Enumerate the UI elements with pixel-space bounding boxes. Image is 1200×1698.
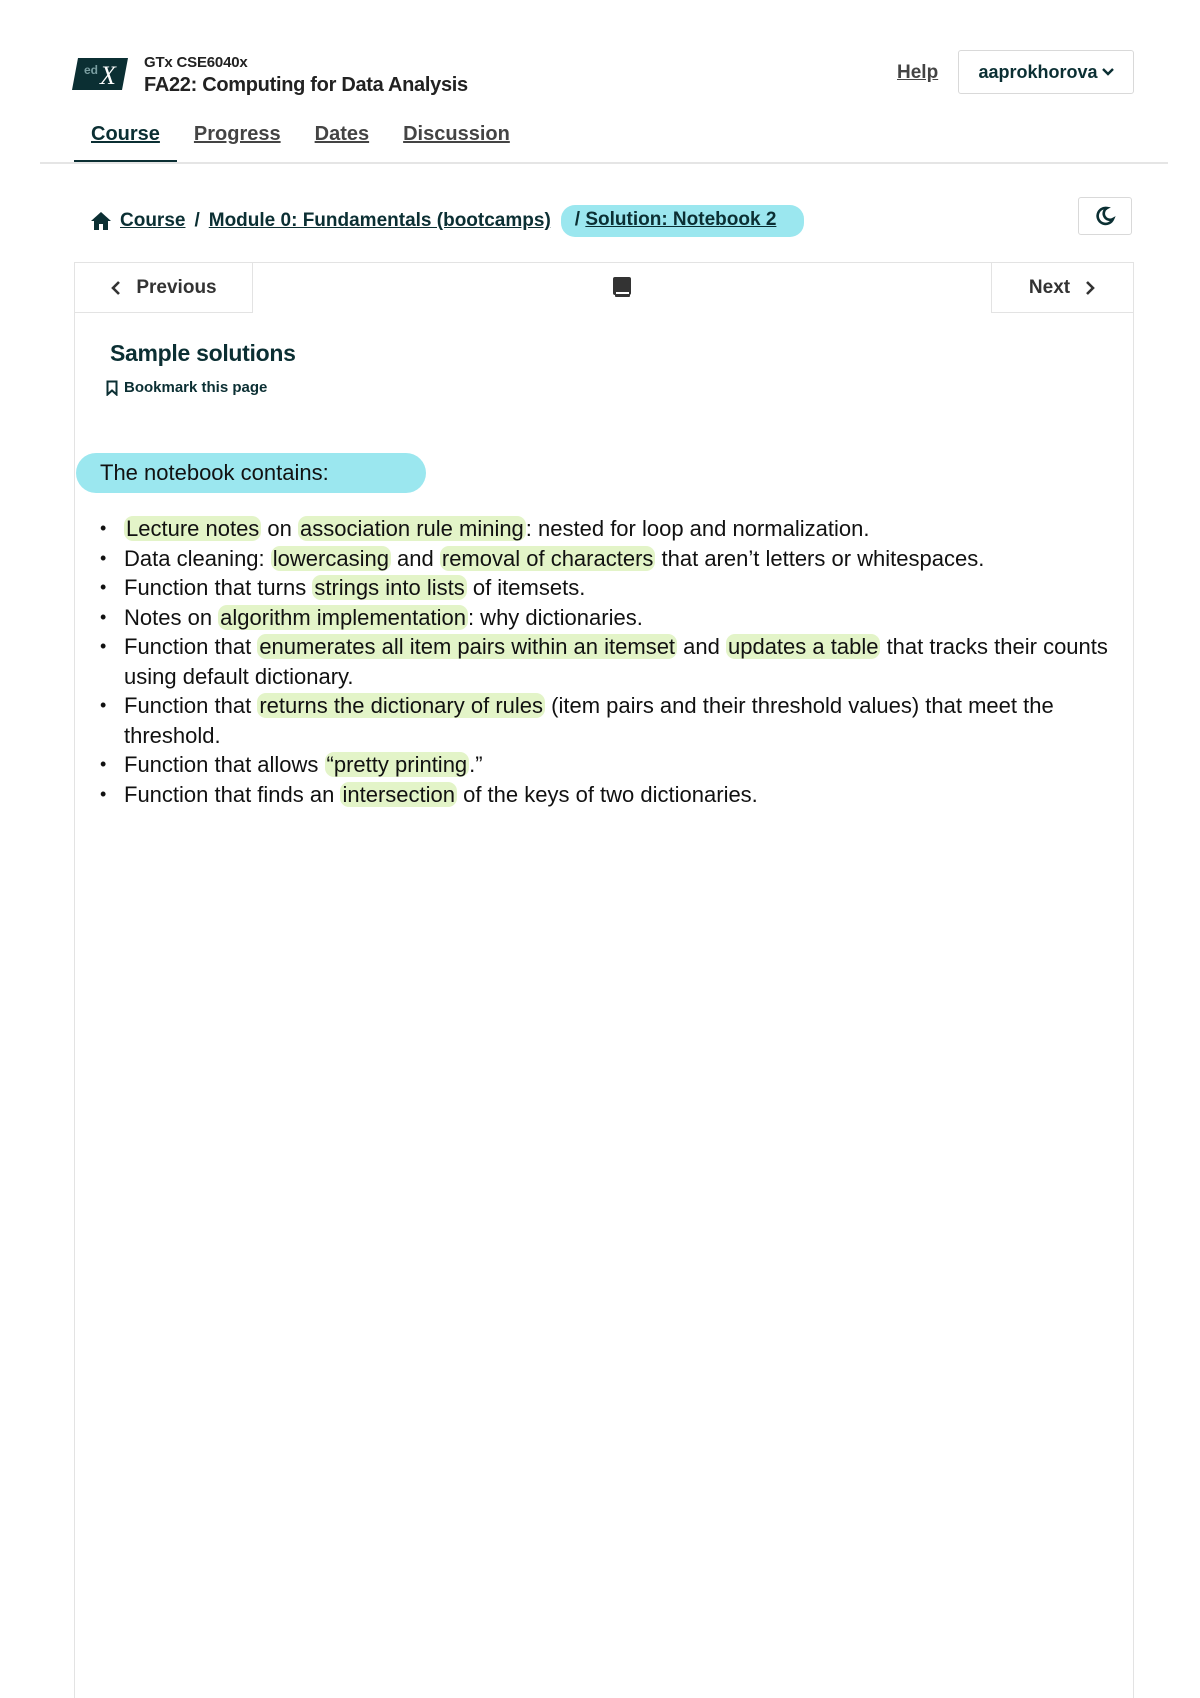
list-text: Function that finds an bbox=[124, 781, 341, 807]
header-divider bbox=[40, 162, 1168, 164]
contents-list bbox=[100, 514, 1110, 809]
highlighted-text: intersection bbox=[342, 781, 455, 807]
help-link[interactable]: Help bbox=[897, 62, 939, 83]
course-org: GTx CSE6040x bbox=[144, 54, 248, 71]
list-text: .” bbox=[469, 752, 483, 777]
next-label: Next bbox=[1028, 276, 1071, 298]
tab-discussion[interactable]: Discussion bbox=[403, 123, 510, 145]
tab-progress[interactable]: Progress bbox=[193, 123, 281, 145]
list-item bbox=[100, 780, 1110, 810]
previous-button[interactable] bbox=[74, 262, 253, 313]
list-text: that aren’t letters or whitespaces. bbox=[655, 545, 985, 571]
highlighted-text: lowercasing bbox=[272, 545, 389, 571]
list-text: of the keys of two dictionaries. bbox=[456, 781, 758, 807]
tab-dates[interactable]: Dates bbox=[314, 123, 370, 145]
chevron-down-icon bbox=[1102, 68, 1114, 76]
breadcrumb-current[interactable]: Solution: Notebook 2 bbox=[585, 209, 777, 230]
list-text: Function that allows bbox=[124, 752, 325, 777]
username: aaprokhorova bbox=[978, 61, 1098, 82]
list-item bbox=[100, 750, 1110, 780]
book-icon[interactable] bbox=[612, 276, 632, 298]
tab-course[interactable]: Course bbox=[74, 120, 177, 164]
list-text: Function that bbox=[124, 634, 258, 659]
breadcrumb-current-wrap bbox=[561, 205, 805, 237]
bookmark-label: Bookmark this page bbox=[124, 379, 268, 396]
highlighted-text: Lecture notes bbox=[126, 516, 260, 541]
list-text: : why dictionaries. bbox=[467, 604, 643, 630]
edx-logo-icon[interactable] bbox=[72, 58, 128, 90]
svg-text:X: X bbox=[100, 61, 116, 90]
list-item bbox=[100, 603, 1110, 633]
bookmark-button[interactable] bbox=[106, 379, 267, 396]
next-button[interactable] bbox=[991, 262, 1134, 313]
highlighted-text: enumerates all item pairs within an itemset bbox=[259, 634, 676, 659]
home-icon[interactable] bbox=[90, 211, 112, 231]
list-text: : nested for loop and normalization. bbox=[525, 516, 870, 541]
breadcrumb-module[interactable]: Module 0: Fundamentals (bootcamps) bbox=[208, 210, 551, 231]
user-menu-button[interactable] bbox=[958, 50, 1134, 94]
list-item bbox=[100, 632, 1110, 691]
list-text: Function that turns bbox=[124, 575, 313, 600]
list-text: (item pairs and their threshold values) that meet the threshold. bbox=[124, 693, 1054, 748]
list-item bbox=[100, 573, 1110, 603]
highlighted-text: “pretty printing bbox=[326, 752, 468, 777]
highlighted-text: removal of characters bbox=[441, 545, 654, 571]
sequence-navigation bbox=[74, 262, 1134, 313]
chevron-left-icon bbox=[110, 280, 122, 296]
highlighted-text: updates a table bbox=[727, 634, 879, 659]
list-text: on bbox=[261, 516, 299, 541]
breadcrumb-separator: / bbox=[574, 209, 581, 230]
intro-text: The notebook contains: bbox=[100, 460, 329, 485]
list-text: and bbox=[390, 545, 440, 571]
list-text: and bbox=[677, 634, 726, 659]
course-tabs bbox=[74, 120, 527, 162]
highlighted-text: association rule mining bbox=[300, 516, 524, 541]
breadcrumb-separator: / bbox=[194, 210, 200, 231]
list-item bbox=[100, 544, 1110, 574]
previous-label: Previous bbox=[136, 276, 217, 298]
list-text: Data cleaning: bbox=[124, 545, 271, 571]
intro-highlight bbox=[76, 453, 426, 493]
list-text: Notes on bbox=[124, 604, 219, 630]
highlighted-text: returns the dictionary of rules bbox=[259, 693, 544, 718]
list-text: Function that bbox=[124, 693, 258, 718]
chevron-right-icon bbox=[1084, 280, 1096, 296]
list-text: that tracks their counts using default dictionary. bbox=[124, 634, 1108, 689]
svg-text:ed: ed bbox=[84, 63, 99, 77]
course-title: FA22: Computing for Data Analysis bbox=[144, 74, 468, 96]
list-text: of itemsets. bbox=[466, 575, 586, 600]
list-item bbox=[100, 514, 1110, 544]
breadcrumb bbox=[90, 205, 804, 237]
unit-title: Sample solutions bbox=[110, 340, 296, 366]
highlighted-text: algorithm implementation bbox=[220, 604, 466, 630]
moon-icon bbox=[1094, 205, 1116, 227]
highlighted-text: strings into lists bbox=[314, 575, 465, 600]
list-item bbox=[100, 691, 1110, 750]
breadcrumb-course[interactable]: Course bbox=[120, 210, 186, 231]
theme-toggle-button[interactable] bbox=[1078, 197, 1132, 235]
bookmark-icon bbox=[106, 380, 118, 396]
